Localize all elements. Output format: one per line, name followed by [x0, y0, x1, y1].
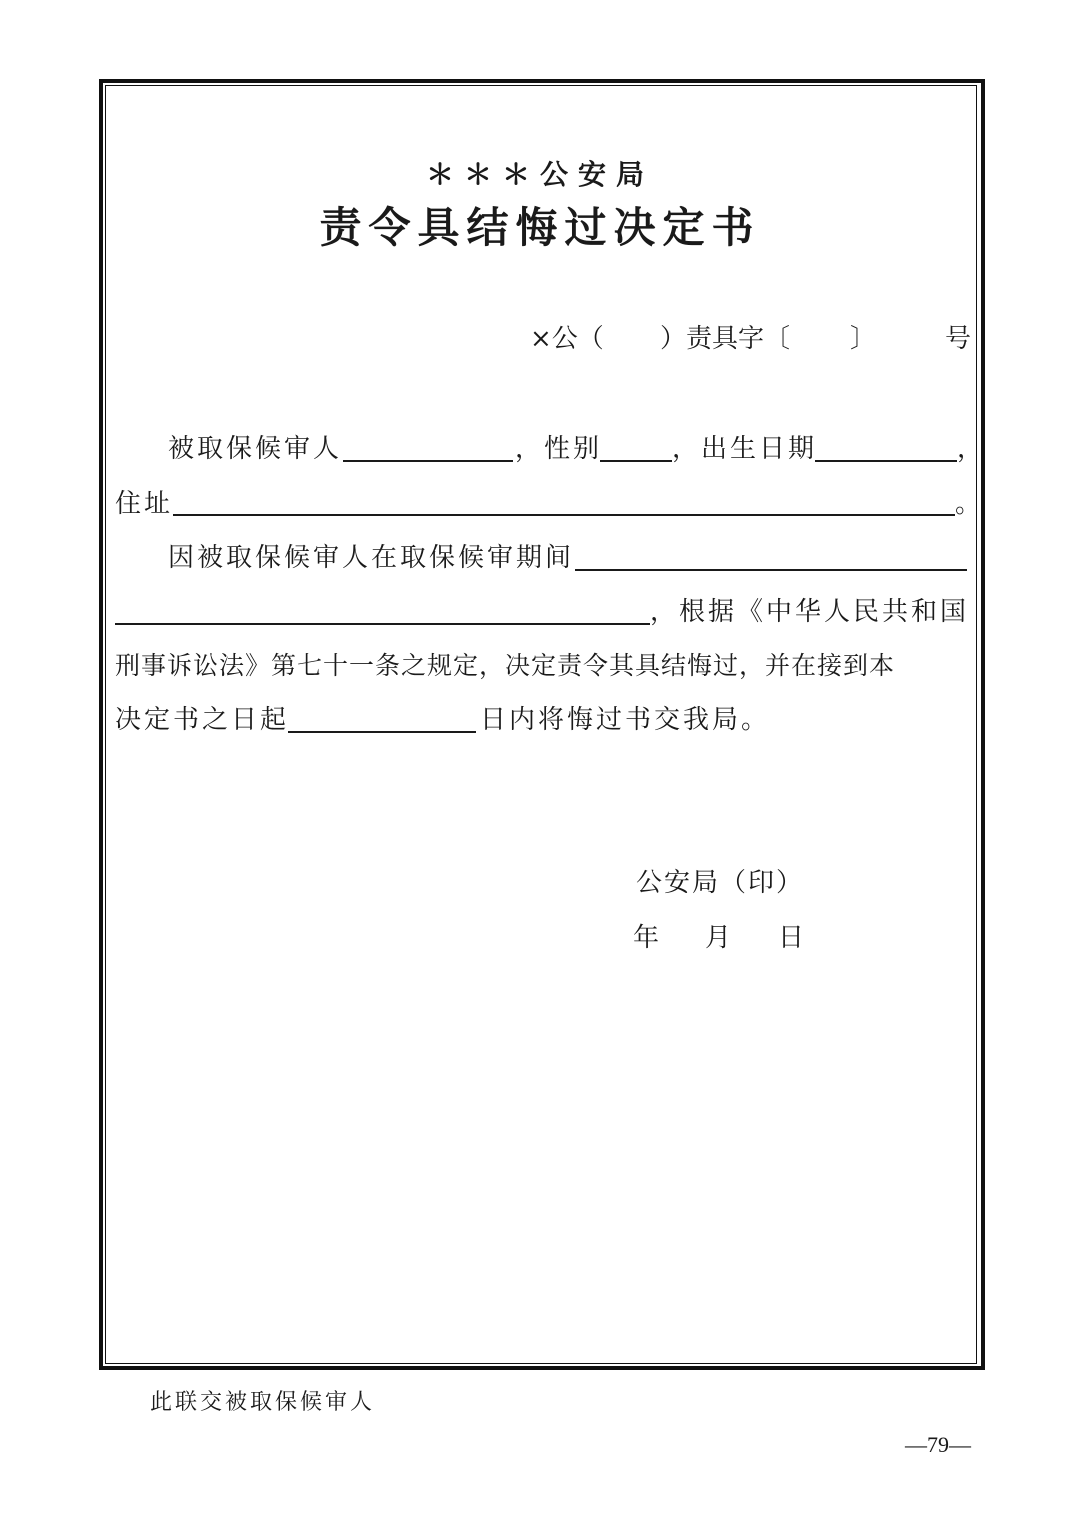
doc-number-bracket-close: 〕 [850, 324, 877, 354]
legal-basis-text: ，根据《中华人民共和国 [650, 597, 970, 627]
date-month-label: 月 [705, 923, 735, 953]
birth-date-label: ，出生日期 [672, 434, 818, 464]
doc-number-prefix: ×公（ [530, 324, 604, 354]
doc-number-middle: ）责具字〔 [660, 324, 791, 354]
agency-name: ＊＊＊公安局 [425, 158, 654, 191]
copy-recipient-note: 此联交被取保候审人 [150, 1390, 376, 1415]
page-number: —79— [905, 1432, 971, 1457]
sex-label: ，性别 [515, 434, 603, 464]
decision-text: 刑事诉讼法》第七十一条之规定，决定责令其具结悔过，并在接到本 [115, 651, 896, 680]
subject-label: 被取保候审人 [168, 434, 343, 464]
subject-name-blank[interactable] [343, 460, 513, 462]
address-blank[interactable] [173, 514, 955, 516]
date-day-label: 日 [778, 923, 808, 953]
line1-comma: ， [957, 434, 987, 464]
reason-blank-2[interactable] [115, 623, 650, 625]
line2-period: 。 [955, 489, 985, 519]
birth-date-blank[interactable] [815, 460, 957, 462]
doc-number-suffix: 号 [945, 324, 972, 354]
address-label: 住址 [115, 489, 174, 519]
deadline-days-blank[interactable] [288, 731, 476, 733]
reason-blank-1[interactable] [575, 569, 967, 571]
reason-label: 因被取保候审人在取保候审期间 [168, 543, 575, 573]
deadline-text: 日内将悔过书交我局。 [480, 705, 771, 735]
document-title: 责令具结悔过决定书 [319, 203, 761, 252]
sex-blank[interactable] [600, 460, 672, 462]
seal-label: 公安局（印） [636, 868, 805, 898]
date-year-label: 年 [633, 923, 663, 953]
deadline-label: 决定书之日起 [115, 705, 290, 735]
